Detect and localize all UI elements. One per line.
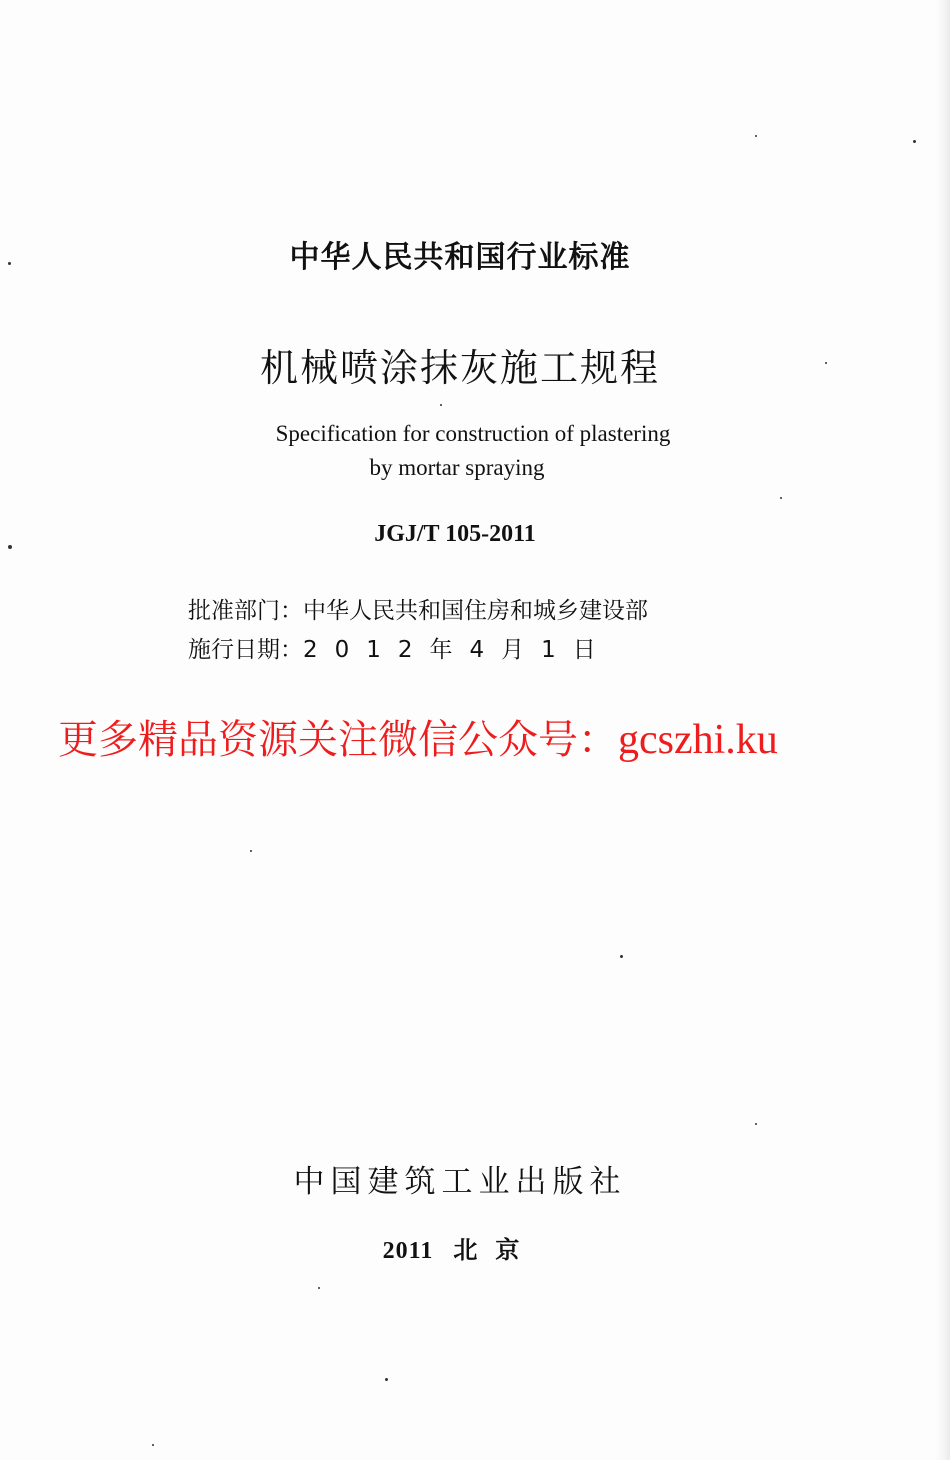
approval-department-row xyxy=(188,592,648,625)
approval-department-value: 中华人民共和国住房和城乡建设部 xyxy=(303,598,648,624)
standard-category-label: 中华人民共和国行业标准 xyxy=(289,240,631,275)
effective-date-label: 施行日期： xyxy=(188,637,303,663)
red-watermark-notice xyxy=(58,708,778,765)
document-title-chinese: 机械喷涂抹灰施工规程 xyxy=(259,346,660,390)
effective-date-value: 2012年4月1日 xyxy=(303,637,613,663)
scan-speck xyxy=(620,955,623,958)
document-title-english-line2: by mortar spraying xyxy=(369,455,545,480)
publication-year: 2011 xyxy=(382,1238,434,1264)
scan-speck xyxy=(152,1444,154,1446)
watermark-account-id: gcszhi.ku xyxy=(618,717,778,763)
publication-city: 北京 xyxy=(453,1236,538,1264)
scan-speck xyxy=(8,545,12,549)
scan-speck xyxy=(385,1378,388,1381)
standard-code: JGJ/T 105-2011 xyxy=(374,521,536,547)
scan-speck xyxy=(250,850,252,852)
watermark-text-chinese: 更多精品资源关注微信公众号： xyxy=(58,717,618,763)
scan-speck xyxy=(318,1287,320,1289)
scan-speck xyxy=(8,262,11,265)
publisher-name: 中国建筑工业出版社 xyxy=(293,1164,627,1200)
scan-speck xyxy=(755,135,757,137)
scan-speck xyxy=(440,404,442,406)
scan-speck xyxy=(913,140,916,143)
scan-speck xyxy=(825,362,827,364)
publication-year-place xyxy=(0,1230,935,1265)
scan-speck xyxy=(780,497,782,499)
scan-edge-shadow xyxy=(936,0,950,1460)
approval-department-label: 批准部门： xyxy=(188,598,303,624)
effective-date-row xyxy=(188,631,613,664)
document-title-english-line1: Specification for construction of plastering xyxy=(275,421,671,446)
scan-speck xyxy=(755,1123,757,1125)
